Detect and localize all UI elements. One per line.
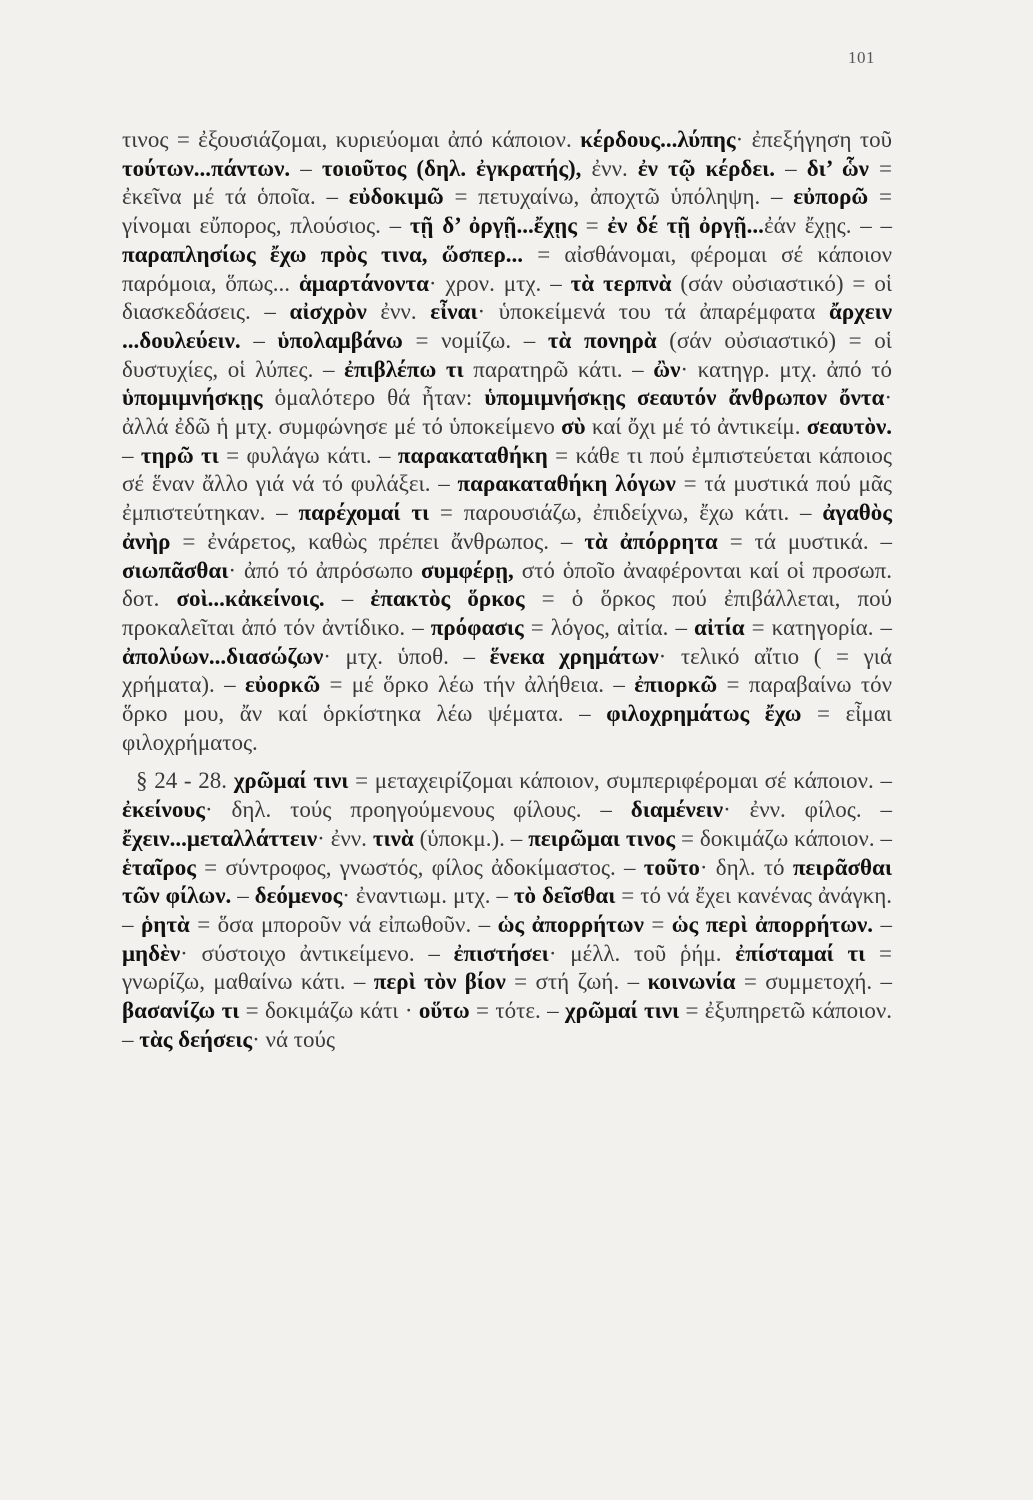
gloss-text: = bbox=[643, 911, 672, 937]
gloss-text: · ἐνν. bbox=[317, 825, 373, 851]
gloss-text: = ἐνάρετος, καθὼς πρέπει ἄνθρωπος. – bbox=[170, 528, 585, 554]
lemma-term: βασανίζω τι bbox=[122, 998, 240, 1024]
lemma-term: ἐπιστήσει bbox=[453, 940, 549, 966]
gloss-text: · δηλ. τό bbox=[699, 854, 793, 880]
lemma-term: σὺ bbox=[561, 414, 586, 440]
gloss-text: = δοκιμάζω κάτι · bbox=[239, 998, 419, 1024]
gloss-text: = νομίζω. – bbox=[402, 327, 548, 353]
gloss-text: = ὁ ὅρκος πού ἐπιβάλλεται, πού προκαλεῖται ἀπό τόν ἀντίδικο. – bbox=[122, 586, 893, 640]
lemma-term: πειρᾶσθαι τῶν φίλων. bbox=[122, 854, 893, 909]
gloss-text: · δηλ. τούς προηγούμενους φίλους. – bbox=[204, 797, 631, 823]
lemma-term: συμφέρῃ, bbox=[421, 557, 514, 583]
gloss-text: = γνωρίζω, μαθαίνω κάτι. – bbox=[122, 940, 893, 995]
gloss-text: (σάν οὐσιαστικό) = οἱ δυστυχίες, οἱ λύπες. – bbox=[122, 327, 892, 382]
gloss-text: = τά μυστικά πού μᾶς ἐμπιστεύτηκαν. – bbox=[122, 471, 892, 526]
lemma-term: ἔχειν...μεταλλάττειν bbox=[122, 825, 318, 851]
lemma-term: εἶναι bbox=[430, 299, 478, 325]
lemma-term: ἕνεκα χρημάτων bbox=[489, 643, 659, 669]
gloss-text: · μτχ. ὑποθ. – bbox=[323, 643, 490, 669]
gloss-text: = bbox=[576, 213, 608, 239]
lemma-term: ὢν bbox=[653, 356, 681, 382]
lemma-term: ὑπολαμβάνω bbox=[277, 327, 403, 353]
gloss-text: · ὑποκείμενά του τά ἀπαρέμφατα bbox=[477, 299, 829, 325]
lemma-term: εὐορκῶ bbox=[244, 672, 321, 698]
lemma-term: τινὰ bbox=[372, 825, 414, 851]
lemma-term: ἐπίσταμαί τι bbox=[735, 940, 866, 966]
gloss-text: = συμμετοχή. – bbox=[735, 969, 892, 995]
gloss-text: § 24 - 28. bbox=[136, 768, 234, 794]
gloss-text: – bbox=[240, 327, 278, 353]
gloss-text: · χρον. μτχ. – bbox=[428, 270, 571, 296]
lemma-term: σιωπᾶσθαι bbox=[122, 557, 229, 583]
gloss-text: τινος = ἐξουσιάζομαι, κυριεύομαι ἀπό κάποιον. bbox=[122, 127, 581, 152]
lemma-term: παραπλησίως ἔχω πρὸς τινα, ὥσπερ... bbox=[122, 241, 524, 267]
lemma-term: τὰ ἀπόρρητα bbox=[584, 528, 718, 554]
gloss-text: = κατηγορία. – bbox=[744, 614, 892, 640]
gloss-text: – bbox=[324, 586, 371, 612]
lemma-term: κοινωνία bbox=[647, 969, 736, 995]
gloss-text: = ἐξυπηρετῶ κάποιον. – bbox=[122, 998, 892, 1052]
gloss-text: – bbox=[290, 155, 322, 181]
lemma-term: αἰτία bbox=[694, 614, 745, 640]
gloss-text: · κατηγρ. μτχ. ἀπό τό bbox=[680, 356, 892, 382]
gloss-text: = λόγος, αἰτία. – bbox=[523, 614, 695, 640]
lemma-term: ἀπολύων...διασώζων bbox=[122, 643, 324, 669]
gloss-text: · σύστοιχο ἀντικείμενο. – bbox=[180, 940, 454, 966]
lemma-term: ὡς περὶ ἀπορρήτων. bbox=[671, 911, 874, 937]
lemma-term: δι’ ὧν bbox=[806, 155, 869, 181]
paragraph bbox=[122, 767, 892, 1054]
gloss-text: · μέλλ. τοῦ ῥήμ. bbox=[548, 940, 736, 966]
gloss-text: – bbox=[775, 155, 807, 181]
lemma-term: διαμένειν bbox=[630, 797, 724, 823]
gloss-text: ἐνν. bbox=[581, 155, 638, 181]
paragraph bbox=[122, 126, 892, 757]
lemma-term: ὡς ἀπορρήτων bbox=[497, 911, 644, 937]
lemma-term: ἀγαθὸς ἀνὴρ bbox=[122, 500, 892, 554]
gloss-text: = σύντροφος, γνωστός, φίλος ἀδοκίμαστος. – bbox=[195, 854, 644, 880]
lemma-term: τηρῶ τι bbox=[140, 442, 219, 468]
lemma-term: τὰ πονηρὰ bbox=[547, 327, 657, 353]
gloss-text: = κάθε τι πού ἐμπιστεύεται κάποιος σέ ἕναν ἄλλο γιά νά τό φυλάξει. – bbox=[122, 442, 892, 497]
gloss-text: = γίνομαι εὔπορος, πλούσιος. – bbox=[122, 184, 892, 239]
gloss-text: · ἐνν. φίλος. – bbox=[723, 797, 893, 823]
lemma-term: ἐκείνους bbox=[122, 797, 205, 823]
lemma-term: ἐν τῷ κέρδει. bbox=[637, 155, 776, 181]
gloss-text: = παραβαίνω τόν ὅρκο μου, ἄν καί ὁρκίστηκα λέω ψέματα. – bbox=[122, 672, 892, 727]
lemma-term: ἄρχειν ...δουλεύειν. bbox=[122, 299, 892, 353]
gloss-text: – bbox=[231, 883, 255, 909]
lemma-term: πρόφασις bbox=[430, 614, 524, 640]
lemma-term: πειρῶμαι τινος bbox=[528, 825, 676, 851]
gloss-text: (σάν οὐσιαστικό) = οἱ διασκεδάσεις. – bbox=[122, 270, 893, 325]
lemma-term: ὑπομιμνήσκῃς σεαυτόν ἄνθρωπον ὄντα bbox=[484, 385, 885, 411]
gloss-text: = αἰσθάνομαι, φέρομαι σέ κάποιον παρόμοια, ὅπως... bbox=[122, 241, 892, 296]
lemma-term: αἰσχρὸν bbox=[289, 299, 367, 325]
gloss-text: = εἶμαι φιλοχρήματος. bbox=[122, 701, 892, 755]
lemma-term: ὑπομιμνήσκῃς bbox=[122, 385, 263, 411]
lemma-term: παρέχομαί τι bbox=[298, 500, 430, 526]
gloss-text: · ἐπεξήγηση τοῦ bbox=[735, 127, 892, 152]
gloss-text: = τό νά ἔχει κανένας ἀνάγκη. – bbox=[122, 883, 893, 937]
lemma-term: εὐδοκιμῶ bbox=[348, 184, 444, 210]
lemma-term: εὐπορῶ bbox=[793, 184, 869, 210]
lemma-term: παρακαταθήκη λόγων bbox=[457, 471, 676, 497]
gloss-text: · τελικό αἴτιο ( = γιά χρήματα). – bbox=[122, 643, 892, 698]
gloss-text: = τά μυστικά. – bbox=[717, 528, 893, 554]
lemma-term: τὰς δεήσεις bbox=[139, 1026, 253, 1052]
gloss-text: = στή ζωή. – bbox=[505, 969, 648, 995]
lemma-term: ἐπιβλέπω τι bbox=[344, 356, 464, 382]
gloss-text: – bbox=[122, 442, 141, 468]
gloss-text: = παρουσιάζω, ἐπιδείχνω, ἔχω κάτι. – bbox=[429, 500, 823, 526]
gloss-text: ἐάν ἔχῃς. – – bbox=[763, 213, 892, 239]
lemma-term: φιλοχρημάτως ἔχω bbox=[606, 701, 802, 727]
lemma-term: χρῶμαί τινι bbox=[233, 768, 349, 794]
gloss-text: καί ὄχι μέ τό ἀντικείμ. bbox=[585, 414, 807, 440]
lemma-term: ῥητὰ bbox=[140, 911, 190, 937]
lemma-term: τὸ δεῖσθαι bbox=[513, 883, 616, 909]
lemma-term: τῇ δ’ ὀργῇ...ἔχῃς bbox=[409, 213, 577, 239]
gloss-text: = φυλάγω κάτι. – bbox=[218, 442, 398, 468]
gloss-text: ἐνν. bbox=[366, 299, 431, 325]
lemma-term: τοιοῦτος (δηλ. ἐγκρατής), bbox=[321, 155, 582, 181]
gloss-text: στό ὁποῖο ἀναφέρονται καί οἱ προσωπ. δοτ. bbox=[122, 557, 892, 612]
gloss-text: – bbox=[873, 911, 893, 937]
lemma-term: μηδὲν bbox=[122, 940, 181, 966]
gloss-text: = μέ ὅρκο λέω τήν ἀλήθεια. – bbox=[320, 672, 635, 698]
lemma-term: οὕτω bbox=[418, 998, 470, 1024]
lemma-term: χρῶμαί τινι bbox=[564, 998, 680, 1024]
lemma-term: τὰ τερπνὰ bbox=[570, 270, 672, 296]
lemma-term: σοὶ...κἀκείνοις. bbox=[176, 586, 325, 612]
lemma-term: ἐπακτὸς ὅρκος bbox=[370, 586, 525, 612]
gloss-text: ὁμαλότερο θά ἦταν: bbox=[262, 385, 485, 411]
gloss-text: = μεταχειρίζομαι κάποιον, συμπεριφέρομαι σέ κάποιον. – bbox=[348, 768, 892, 794]
lemma-term: τοῦτο bbox=[643, 854, 700, 880]
gloss-text: (ὑποκμ.). – bbox=[413, 825, 529, 851]
lemma-term: περὶ τὸν βίον bbox=[373, 969, 506, 995]
lemma-term: τούτων...πάντων. bbox=[122, 155, 291, 181]
lemma-term: ἐπιορκῶ bbox=[634, 672, 718, 698]
gloss-text: = τότε. – bbox=[469, 998, 565, 1024]
lemma-term: κέρδους...λύπης bbox=[580, 127, 736, 152]
gloss-text: = ἐκεῖνα μέ τά ὁποῖα. – bbox=[122, 155, 892, 210]
gloss-text: · ἀλλά ἐδῶ ἡ μτχ. συμφώνησε μέ τό ὑποκείμενο bbox=[122, 385, 892, 440]
commentary-text bbox=[122, 126, 892, 1055]
lemma-term: παρακαταθήκη bbox=[397, 442, 548, 468]
lemma-term: ἑταῖρος bbox=[122, 854, 196, 880]
gloss-text: · ἐναντιωμ. μτχ. – bbox=[342, 883, 514, 909]
page-number: 101 bbox=[848, 48, 875, 67]
gloss-text: · ἀπό τό ἀπρόσωπο bbox=[228, 557, 421, 583]
lemma-term: δεόμενος bbox=[254, 883, 343, 909]
lemma-term: ἁμαρτάνοντα bbox=[298, 270, 429, 296]
gloss-text: παρατηρῶ κάτι. – bbox=[463, 356, 654, 382]
gloss-text: = πετυχαίνω, ἀποχτῶ ὑπόληψη. – bbox=[443, 184, 794, 210]
gloss-text: = ὅσα μποροῦν νά εἰπωθοῦν. – bbox=[189, 911, 498, 937]
gloss-text: · νά τούς bbox=[252, 1026, 335, 1052]
gloss-text: = δοκιμάζω κάποιον. – bbox=[675, 825, 893, 851]
lemma-term: σεαυτὸν. bbox=[806, 414, 892, 440]
lemma-term: ἐν δέ τῇ ὀργῇ... bbox=[607, 213, 764, 239]
